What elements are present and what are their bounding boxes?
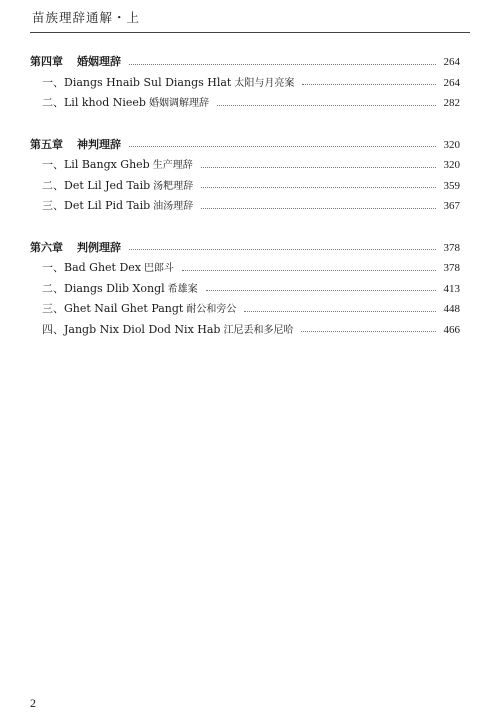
chapter-name: 神判理辞 <box>77 137 121 151</box>
toc-entry[interactable] <box>30 258 460 279</box>
page-number: 264 <box>443 56 460 68</box>
dot-leader <box>129 249 436 250</box>
entry-title <box>42 258 174 280</box>
entry-cn: 生产理辞 <box>152 160 193 171</box>
chapter-number: 第六章 <box>30 240 63 254</box>
chapter-4 <box>30 52 460 114</box>
page-number: 320 <box>443 138 460 151</box>
dot-leader <box>129 64 436 65</box>
entry-text: Bad Ghet Dex <box>64 261 142 274</box>
entry-cn: 油汤理辞 <box>153 201 194 212</box>
entry-cn: 巴郎斗 <box>144 263 175 274</box>
dot-leader <box>129 146 436 147</box>
page-number: 264 <box>443 76 460 89</box>
entry-index: 二、 <box>42 96 64 109</box>
entry-title <box>42 176 193 198</box>
table-of-contents <box>30 52 460 361</box>
page-number: 378 <box>443 262 460 274</box>
entry-cn: 希雄案 <box>167 283 198 295</box>
toc-entry[interactable] <box>30 93 460 114</box>
chapter-name: 婚姻理辞 <box>77 55 121 68</box>
chapter-title <box>30 135 121 156</box>
entry-text: Jangb Nix Diol Dod Nix Hab <box>64 322 221 336</box>
toc-entry[interactable] <box>30 73 460 94</box>
page-number: 378 <box>443 241 460 254</box>
entry-text: Det Lil Jed Taib <box>64 178 151 192</box>
entry-index: 一、 <box>42 261 64 274</box>
toc-entry[interactable] <box>30 176 460 197</box>
page-number: 320 <box>443 159 460 171</box>
running-head: 苗族理辞通解・上 <box>32 10 141 25</box>
page-number: 359 <box>443 179 460 192</box>
toc-entry[interactable] <box>30 155 460 176</box>
entry-title <box>42 93 209 115</box>
toc-entry[interactable] <box>30 196 460 217</box>
entry-title <box>42 196 193 218</box>
entry-index: 一、 <box>42 158 64 171</box>
dot-leader <box>244 311 435 312</box>
dot-leader <box>217 105 436 106</box>
chapter-heading[interactable] <box>30 52 460 73</box>
entry-text: Lil Bangx Gheb <box>64 158 150 171</box>
page-number: 282 <box>443 97 460 109</box>
entry-text: Det Lil Pid Taib <box>64 199 151 212</box>
chapter-name: 判例理辞 <box>77 240 121 254</box>
dot-leader <box>206 290 436 291</box>
dot-leader <box>201 187 435 188</box>
page-number: 448 <box>443 303 460 315</box>
page-number: 367 <box>443 200 460 212</box>
entry-cn: 太阳与月亮案 <box>234 77 295 89</box>
dot-leader <box>302 84 435 85</box>
chapter-heading[interactable] <box>30 135 460 156</box>
chapter-5 <box>30 135 460 217</box>
page-folio: 2 <box>30 696 36 710</box>
entry-title <box>42 299 236 321</box>
dot-leader <box>201 167 436 168</box>
entry-cn: 江尼丢和多尼哈 <box>223 324 294 336</box>
entry-title <box>42 73 294 95</box>
entry-title <box>42 320 293 342</box>
entry-cn: 耐公和旁公 <box>186 304 237 315</box>
entry-index: 二、 <box>42 178 64 192</box>
entry-index: 三、 <box>42 302 64 315</box>
entry-cn: 婚姻调解理辞 <box>148 98 209 109</box>
chapter-heading[interactable] <box>30 238 460 259</box>
toc-entry[interactable] <box>30 279 460 300</box>
chapter-title <box>30 52 121 73</box>
entry-text: Diangs Dlib Xongl <box>64 281 165 295</box>
chapter-title <box>30 238 121 259</box>
entry-title <box>42 279 198 301</box>
chapter-6 <box>30 238 460 341</box>
entry-text: Diangs Hnaib Sul Diangs Hlat <box>64 75 232 89</box>
header-rule <box>30 32 470 33</box>
toc-entry[interactable] <box>30 299 460 320</box>
page-number: 466 <box>443 323 460 336</box>
dot-leader <box>182 270 435 271</box>
dot-leader <box>301 331 435 332</box>
entry-index: 三、 <box>42 199 64 212</box>
entry-title <box>42 155 193 177</box>
dot-leader <box>201 208 435 209</box>
entry-index: 一、 <box>42 75 64 89</box>
entry-text: Ghet Nail Ghet Pangt <box>64 302 184 315</box>
entry-text: Lil khod Nieeb <box>64 96 146 109</box>
page-number: 413 <box>443 282 460 295</box>
entry-index: 四、 <box>42 322 64 336</box>
toc-entry[interactable] <box>30 320 460 341</box>
chapter-number: 第四章 <box>30 55 63 68</box>
entry-cn: 汤粑理辞 <box>153 180 194 192</box>
chapter-number: 第五章 <box>30 137 63 151</box>
entry-index: 二、 <box>42 281 64 295</box>
